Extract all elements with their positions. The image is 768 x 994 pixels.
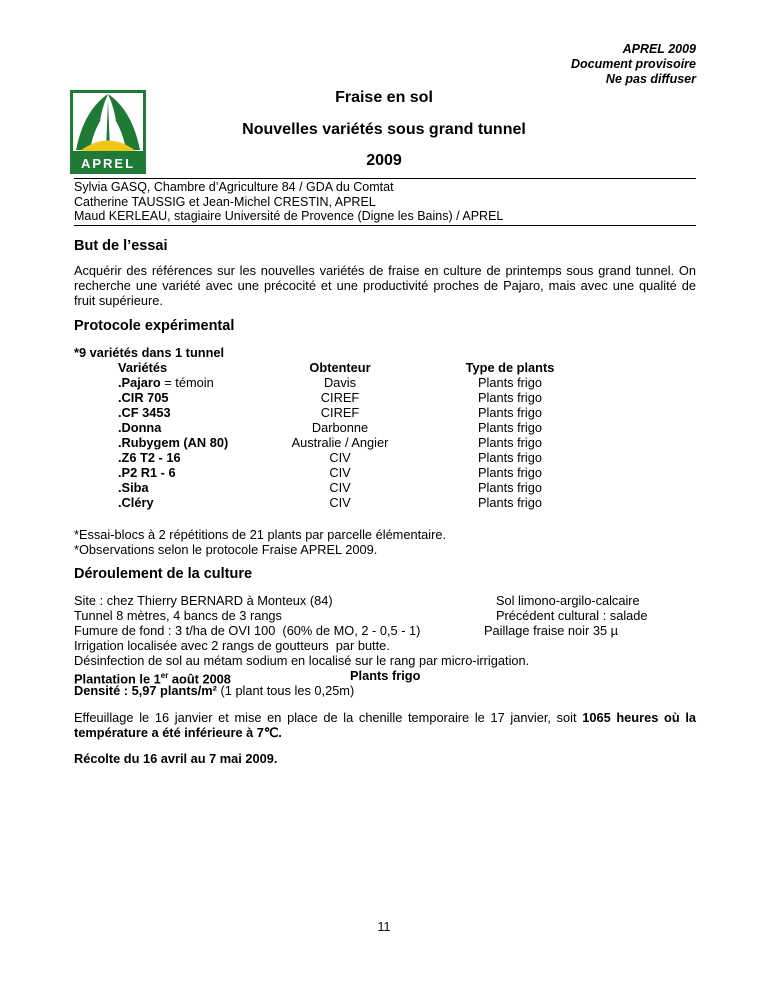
plant-type-cell: Plants frigo <box>477 405 543 420</box>
col-header-breeder: Obtenteur <box>309 360 371 375</box>
soil-text: Sol limono-argilo-calcaire <box>496 593 640 608</box>
author-line: Sylvia GASQ, Chambre d’Agriculture 84 / GDA du Comtat <box>74 180 394 194</box>
harvest-period: Récolte du 16 avril au 7 mai 2009. <box>74 751 278 766</box>
fertilization-text: Fumure de fond : 3 t/ha de OVI 100 (60% de MO, 2 - 0,5 - 1) <box>74 623 421 638</box>
header-line-1: APREL 2009 <box>622 42 696 56</box>
protocol-note-1: *Essai-blocs à 2 répétitions de 21 plants par parcelle élémentaire. <box>74 527 447 542</box>
objective-text: Acquérir des références sur les nouvelles variétés de fraise en culture de printemps sous grand tunnel. On recherche une variété avec une précocité et une productivité proches de Pajaro, mais avec une qualité de fruit supérieure. <box>74 263 696 308</box>
breeder-cell: CIREF <box>320 405 360 420</box>
planting-date-suffix: août 2008 <box>168 671 231 687</box>
page-number: 11 <box>377 920 391 934</box>
breeder-cell: Darbonne <box>311 420 369 435</box>
protocol-note-2: *Observations selon le protocole Fraise APREL 2009. <box>74 542 378 557</box>
breeder-column <box>270 360 410 510</box>
variety-name: .Z6 T2 - 16 <box>118 450 181 465</box>
variety-name: .Pajaro <box>118 375 161 390</box>
variety-name: .Cléry <box>118 495 154 510</box>
density-text <box>74 683 354 698</box>
plant-type-cell: Plants frigo <box>477 480 543 495</box>
mulch-text: Paillage fraise noir 35 µ <box>484 623 618 638</box>
author-line: Maud KERLEAU, stagiaire Université de Provence (Digne les Bains) / APREL <box>74 209 504 223</box>
variety-name: .CIR 705 <box>118 390 169 405</box>
plant-type-column <box>450 360 570 510</box>
breeder-cell: CIV <box>329 495 351 510</box>
breeder-cell: CIV <box>329 465 351 480</box>
section-heading-cultivation: Déroulement de la culture <box>74 566 253 582</box>
planting-date-sup: er <box>160 671 169 680</box>
svg-text:APREL: APREL <box>80 156 136 171</box>
previous-crop-text: Précédent cultural : salade <box>496 608 648 623</box>
defoliation-hours: 1065 heures où la température a été inférieure à 7℃. <box>74 710 696 740</box>
header-line-3: Ne pas diffuser <box>605 72 696 86</box>
variety-column <box>118 360 228 510</box>
variety-name: .CF 3453 <box>118 405 171 420</box>
plant-type-cell: Plants frigo <box>477 495 543 510</box>
variety-name: .Rubygem (AN 80) <box>118 435 229 450</box>
irrigation-text: Irrigation localisée avec 2 rangs de goutteurs par butte. <box>74 638 390 653</box>
density-value: Densité : 5,97 plants/m² <box>74 683 217 698</box>
planting-type: Plants frigo <box>350 668 421 683</box>
authors-block <box>74 178 696 226</box>
defoliation-main: Effeuillage le 16 janvier et mise en place de la chenille temporaire le 17 janvier, soit <box>74 710 583 725</box>
breeder-cell: CIV <box>329 480 351 495</box>
title-year: 2009 <box>366 152 402 169</box>
variety-row <box>118 375 228 390</box>
variety-name: .P2 R1 - 6 <box>118 465 176 480</box>
plant-type-cell: Plants frigo <box>477 420 543 435</box>
tunnel-text: Tunnel 8 mètres, 4 bancs de 3 rangs <box>74 608 282 623</box>
variety-note: = témoin <box>160 375 214 390</box>
plant-type-cell: Plants frigo <box>477 450 543 465</box>
breeder-cell: Davis <box>324 375 356 390</box>
plant-type-cell: Plants frigo <box>477 375 543 390</box>
section-heading-protocol: Protocole expérimental <box>74 318 235 334</box>
variety-name: .Donna <box>118 420 162 435</box>
plant-type-cell: Plants frigo <box>477 390 543 405</box>
disinfection-text: Désinfection de sol au métam sodium en localisé sur le rang par micro-irrigation. <box>74 653 530 668</box>
breeder-cell: CIV <box>329 450 351 465</box>
breeder-cell: CIREF <box>320 390 360 405</box>
plant-type-cell: Plants frigo <box>477 465 543 480</box>
title-main: Fraise en sol <box>335 89 433 106</box>
density-detail: (1 plant tous les 0,25m) <box>216 683 355 698</box>
planting-date-prefix: Plantation le 1 <box>74 671 161 687</box>
protocol-intro: *9 variétés dans 1 tunnel <box>74 345 225 360</box>
plant-type-cell: Plants frigo <box>477 435 543 450</box>
document-header <box>571 42 696 87</box>
site-text: Site : chez Thierry BERNARD à Monteux (84) <box>74 593 333 608</box>
col-header-plant-type: Type de plants <box>465 360 555 375</box>
col-header-variety: Variétés <box>118 360 168 375</box>
defoliation-text <box>74 710 696 740</box>
variety-name: .Siba <box>118 480 149 495</box>
breeder-cell: Australie / Angier <box>291 435 389 450</box>
title-sub: Nouvelles variétés sous grand tunnel <box>242 121 526 138</box>
section-heading-objective: But de l’essai <box>74 238 168 254</box>
header-line-2: Document provisoire <box>570 57 696 71</box>
author-line: Catherine TAUSSIG et Jean-Michel CRESTIN, APREL <box>74 194 376 209</box>
